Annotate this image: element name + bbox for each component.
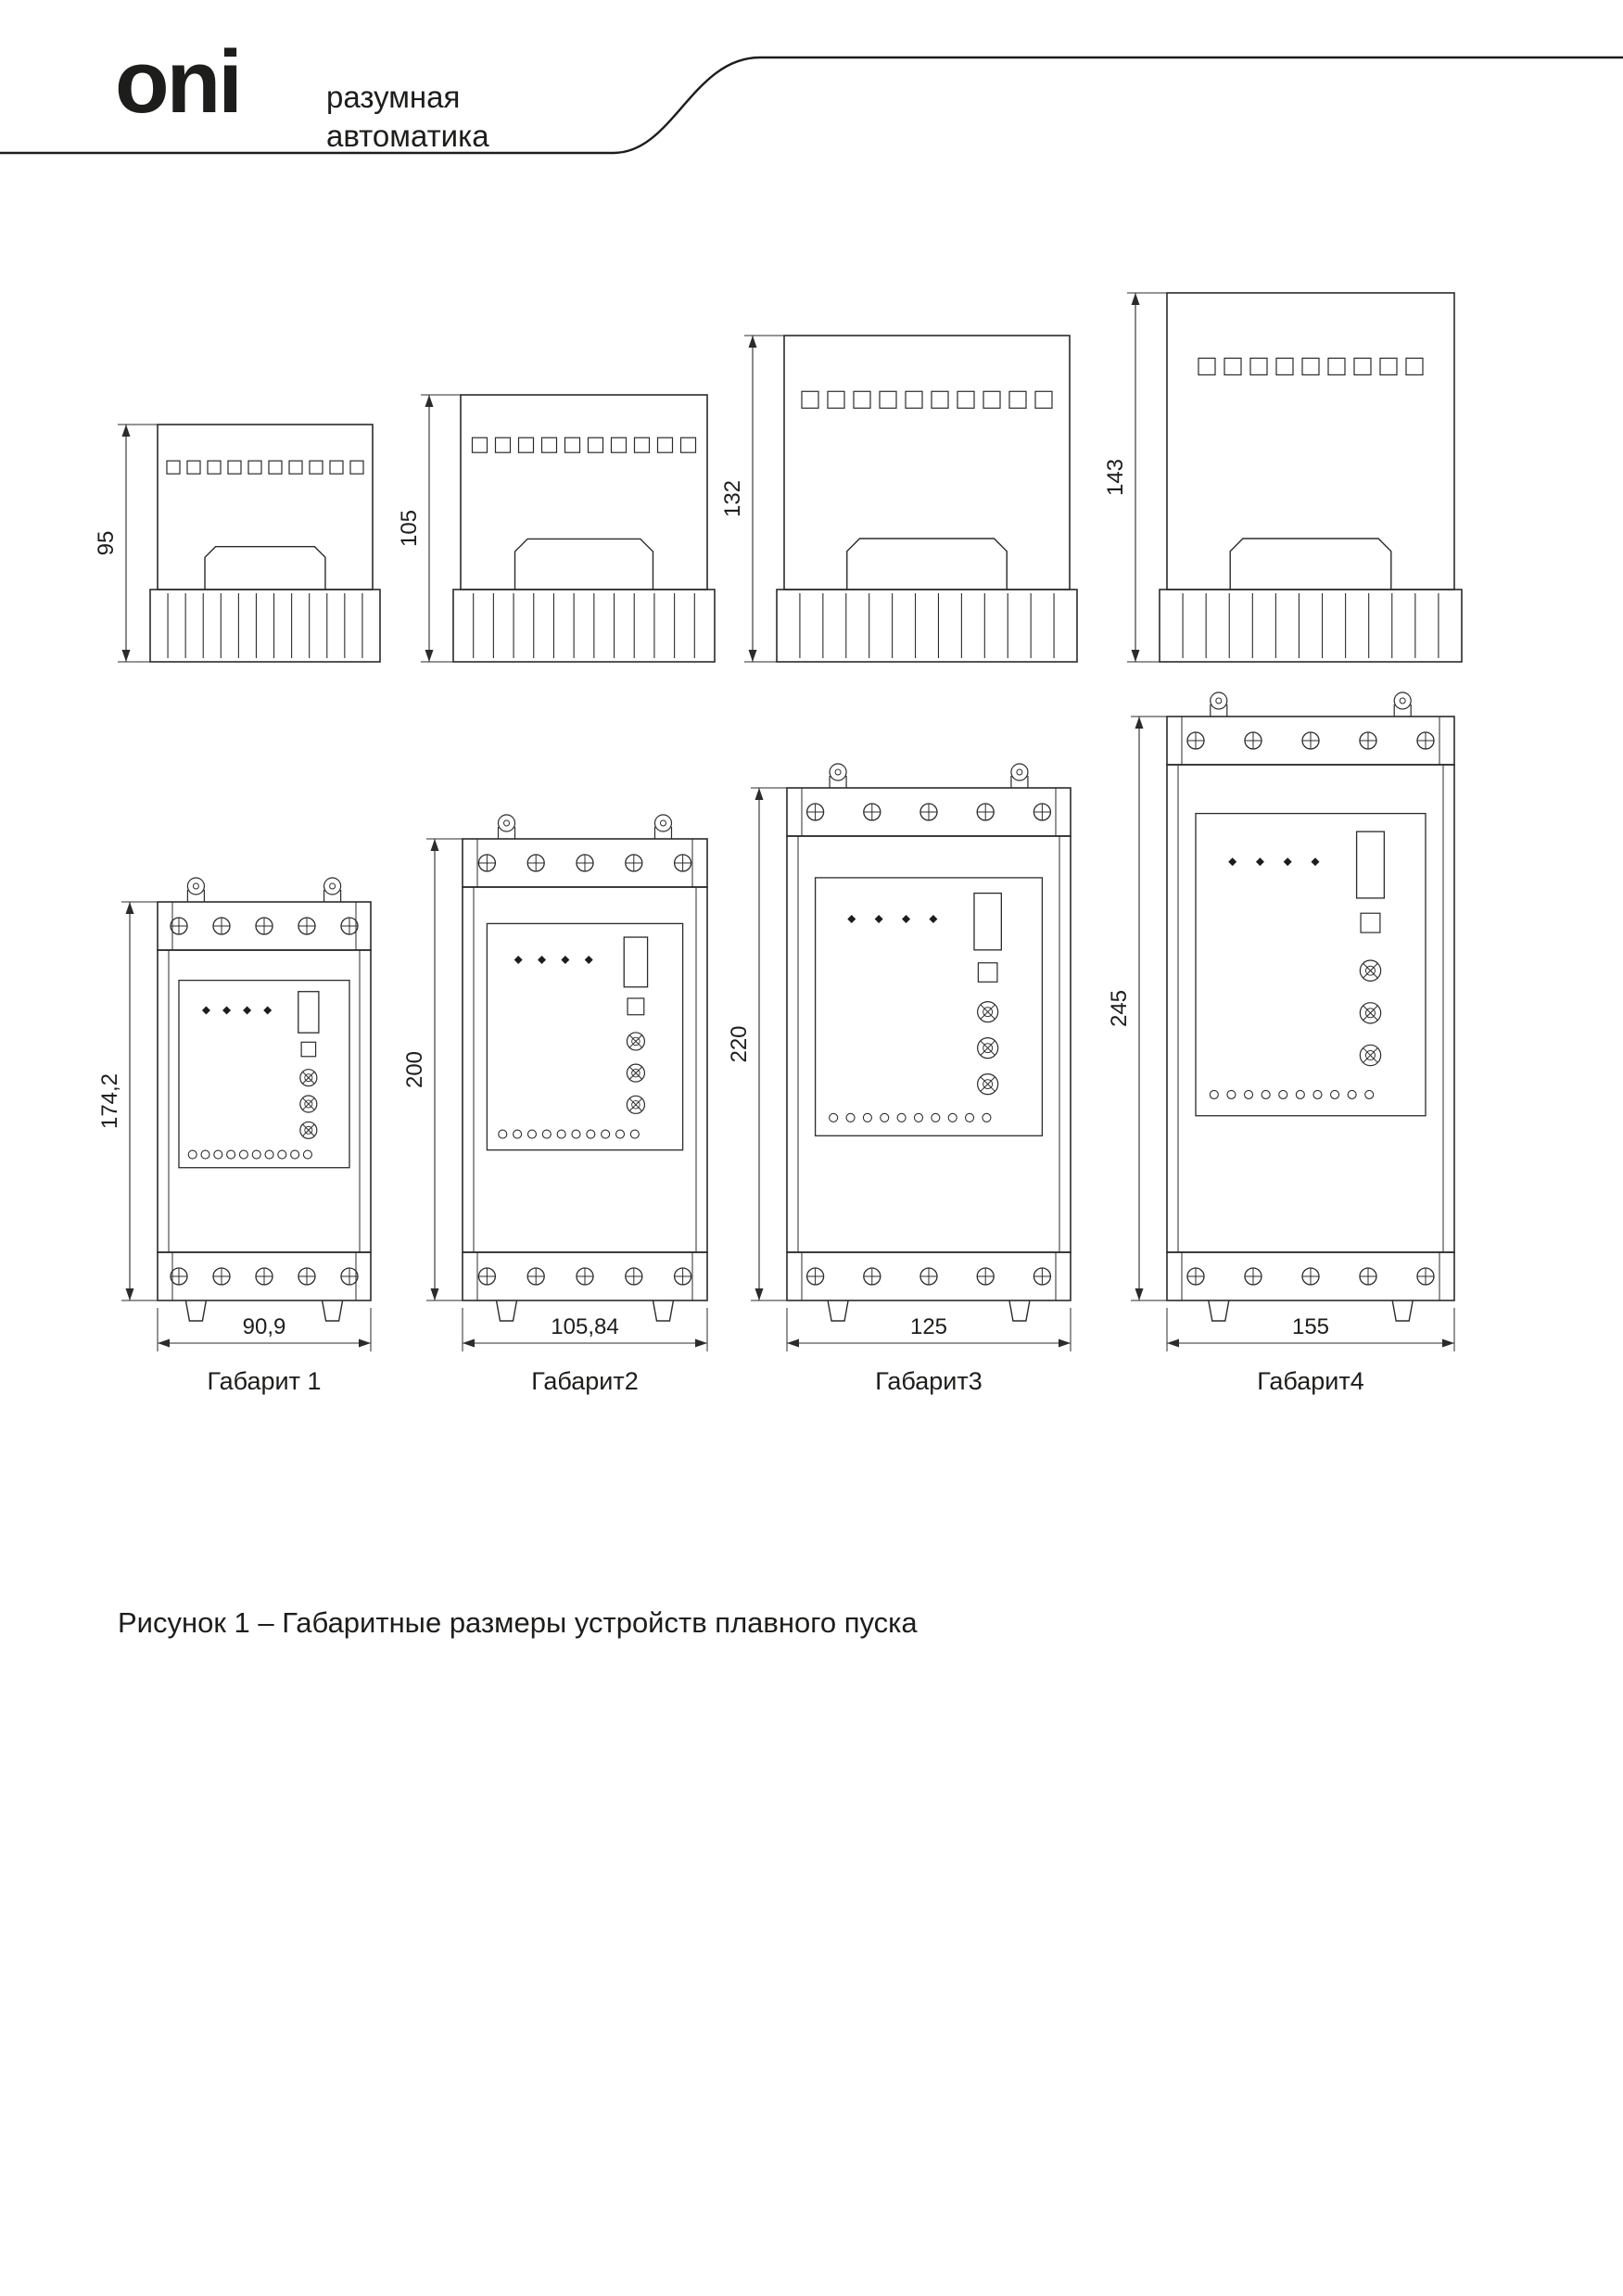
figure-caption: Рисунок 1 – Габаритные размеры устройств плавного пуска — [118, 1606, 918, 1639]
tagline-line2: автоматика — [326, 119, 489, 154]
dimension-label: 90,9 — [242, 1314, 286, 1339]
dimension-label: 200 — [402, 1050, 427, 1089]
variant-name-label: Габарит 1 — [207, 1367, 322, 1395]
dimension-label: 245 — [1107, 989, 1132, 1028]
front-view-gabarit-4 — [1107, 692, 1454, 1395]
dimension-label: 143 — [1103, 458, 1128, 497]
side-view-gabarit-2 — [397, 395, 715, 662]
dimension-label: 105 — [397, 509, 422, 548]
dimension-label: 155 — [1291, 1314, 1330, 1339]
front-view-gabarit-2 — [402, 815, 707, 1395]
dimension-label: 105,84 — [551, 1314, 619, 1339]
dimension-label: 125 — [909, 1314, 948, 1339]
dimension-label: 174,2 — [97, 1072, 122, 1130]
variant-name-label: Габарит3 — [875, 1367, 983, 1395]
front-view-gabarit-1 — [97, 878, 371, 1395]
variant-name-label: Габарит4 — [1257, 1367, 1364, 1395]
side-view-gabarit-4 — [1103, 293, 1462, 662]
front-view-gabarit-3 — [727, 764, 1071, 1395]
dimension-label: 132 — [720, 479, 745, 518]
tagline-line1: разумная — [326, 80, 461, 114]
dimension-label: 95 — [94, 530, 119, 556]
brand-logo: oni — [115, 32, 240, 132]
side-view-gabarit-1 — [94, 425, 380, 662]
dimension-label: 220 — [727, 1025, 752, 1063]
side-view-gabarit-3 — [720, 336, 1077, 662]
variant-name-label: Габарит2 — [531, 1367, 639, 1395]
